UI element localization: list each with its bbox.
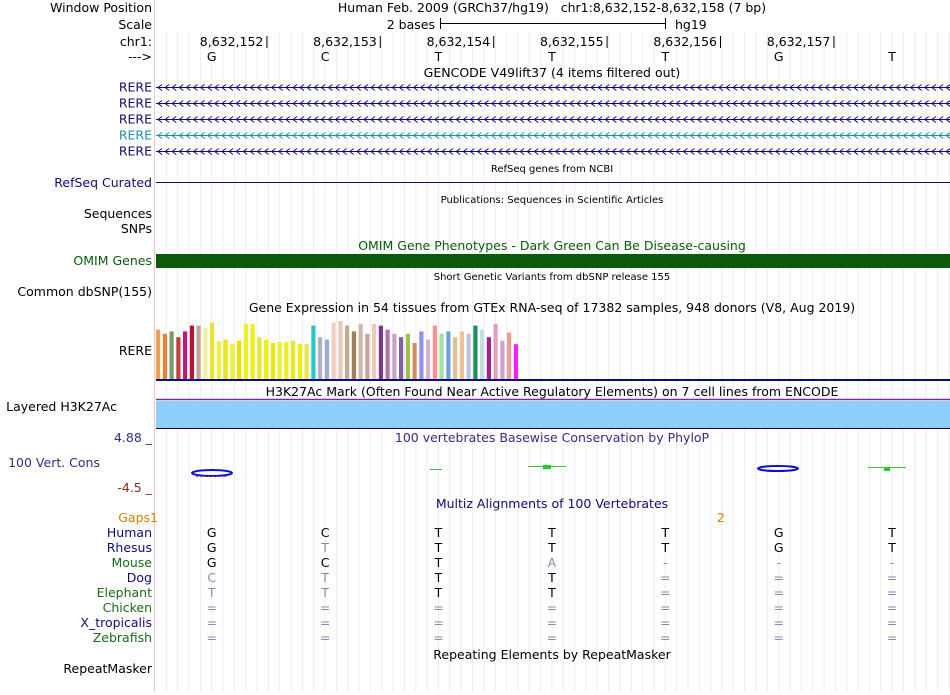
gtex-tissue-bar[interactable] <box>473 326 477 379</box>
species-row[interactable] <box>107 525 896 540</box>
gtex-tissue-bar[interactable] <box>203 328 207 379</box>
alignment-base: T <box>548 540 556 555</box>
gtex-tissue-bar[interactable] <box>494 324 498 379</box>
transcript-label[interactable]: RERE <box>118 79 152 95</box>
alignment-base: = <box>773 630 784 645</box>
alignment-base: = <box>660 570 671 585</box>
species-row[interactable] <box>111 555 894 570</box>
species-label[interactable]: Chicken <box>102 600 152 615</box>
gtex-tissue-bar[interactable] <box>365 334 369 379</box>
alignment-base: C <box>207 570 217 585</box>
species-label[interactable]: X_tropicalis <box>80 615 152 630</box>
species-row[interactable] <box>97 585 898 600</box>
alignment-base: = <box>319 615 331 630</box>
alignment-base: G <box>206 525 217 540</box>
alignment-base: T <box>548 570 556 585</box>
gtex-tissue-bar[interactable] <box>284 342 288 379</box>
gencode-transcript[interactable] <box>119 144 950 159</box>
gtex-tissue-bar[interactable] <box>190 326 194 379</box>
alignment-base: T <box>434 540 443 555</box>
gtex-tissue-bar[interactable] <box>487 337 491 379</box>
h3k27ac-track-label[interactable]: Layered H3K27Ac <box>6 399 117 414</box>
alignment-base: = <box>660 630 671 645</box>
conservation-track-title: 100 vertebrates Basewise Conservation by PhyloP <box>394 430 710 445</box>
gtex-tissue-bar[interactable] <box>318 337 322 379</box>
gencode-transcript[interactable] <box>119 80 950 95</box>
strand-label: ---> <box>127 49 152 64</box>
gtex-tissue-bar[interactable] <box>345 326 349 379</box>
alignment-base: = <box>660 600 671 615</box>
gtex-tissue-bar[interactable] <box>197 326 201 379</box>
alignment-base: T <box>321 585 329 600</box>
gtex-tissue-bar[interactable] <box>413 343 417 379</box>
ruler-position: 8,632,152 <box>199 34 264 49</box>
alignment-base: G <box>206 555 217 570</box>
alignment-base: = <box>433 615 444 630</box>
omim-track-label[interactable]: OMIM Genes <box>73 253 152 268</box>
alignment-base: G <box>206 540 217 555</box>
assembly-title: Human Feb. 2009 (GRCh37/hg19) chr1:8,632,152-8,632,158 (7 bp) <box>337 0 767 15</box>
reference-base: G <box>206 49 217 64</box>
gtex-tissue-bar[interactable] <box>514 344 518 379</box>
gtex-tissue-bar[interactable] <box>210 323 214 379</box>
alignment-base: = <box>660 615 671 630</box>
gtex-track-title: Gene Expression in 54 tissues from GTEx RNA-seq of 17382 samples, 948 donors (V8, Aug 2019) <box>248 300 856 315</box>
alignment-base: G <box>773 540 784 555</box>
transcript-label[interactable]: RERE <box>118 143 152 159</box>
alignment-base: = <box>319 600 331 615</box>
conservation-mark <box>884 467 890 471</box>
alignment-base: T <box>548 525 556 540</box>
alignment-base: T <box>434 585 443 600</box>
gtex-tissue-bar[interactable] <box>278 342 282 379</box>
gtex-tissue-bar[interactable] <box>392 334 396 379</box>
gencode-track[interactable] <box>119 80 950 159</box>
ruler-position: 8,632,154 <box>426 34 491 49</box>
alignment-base: = <box>433 600 444 615</box>
gtex-expression-bars[interactable] <box>156 321 518 379</box>
gtex-tissue-bar[interactable] <box>386 330 390 379</box>
gtex-tissue-bar[interactable] <box>399 337 403 379</box>
gtex-tissue-bar[interactable] <box>359 324 363 379</box>
species-row[interactable] <box>103 600 898 615</box>
alignment-base: T <box>207 585 216 600</box>
alignment-base: = <box>773 615 784 630</box>
alignment-base: T <box>434 570 443 585</box>
conservation-signal[interactable] <box>192 465 906 477</box>
gtex-tissue-bar[interactable] <box>372 324 376 379</box>
gtex-tissue-bar[interactable] <box>217 341 221 379</box>
gtex-tissue-bar[interactable] <box>460 331 464 379</box>
gtex-tissue-bar[interactable] <box>325 340 329 379</box>
gencode-transcript[interactable] <box>119 112 950 127</box>
gtex-tissue-bar[interactable] <box>170 331 174 379</box>
chromosome-label: chr1: <box>119 34 152 49</box>
alignment-base: - <box>889 555 895 570</box>
alignment-base: = <box>773 600 784 615</box>
alignment-base: = <box>773 570 784 585</box>
gencode-transcript[interactable] <box>119 96 950 111</box>
gtex-tissue-bar[interactable] <box>379 326 383 379</box>
species-label[interactable]: Dog <box>126 570 152 585</box>
ruler-position: 8,632,156 <box>653 34 717 49</box>
h3k27ac-track-title: H3K27Ac Mark (Often Found Near Active Regulatory Elements) on 7 cell lines from ENCODE <box>265 384 839 399</box>
scale-bar-text: 2 bases <box>386 17 435 32</box>
conservation-min-label: -4.5 _ <box>117 480 152 495</box>
gtex-tissue-bar[interactable] <box>183 331 187 379</box>
gtex-tissue-bar[interactable] <box>163 334 167 379</box>
publications-track-title: Publications: Sequences in Scientific Articles <box>440 195 664 206</box>
reference-base: T <box>661 49 670 64</box>
multiz-alignment[interactable] <box>80 525 897 645</box>
gtex-tissue-bar[interactable] <box>257 337 261 379</box>
scale-bar <box>440 18 666 29</box>
conservation-max-label: 4.88 _ <box>113 430 152 445</box>
gtex-tissue-bar[interactable] <box>440 334 444 379</box>
gtex-tissue-bar[interactable] <box>264 340 268 379</box>
gtex-tissue-bar[interactable] <box>446 331 450 379</box>
gtex-tissue-bar[interactable] <box>419 331 423 379</box>
alignment-base: T <box>434 525 443 540</box>
alignment-base: = <box>886 585 898 600</box>
species-row[interactable] <box>107 540 897 555</box>
alignment-base: = <box>433 630 444 645</box>
alignment-base: = <box>886 630 898 645</box>
gaps-track-label[interactable]: Gaps1 <box>118 510 158 525</box>
gtex-tissue-bar[interactable] <box>453 337 457 379</box>
dbsnp-track-label[interactable]: Common dbSNP(155) <box>17 284 152 299</box>
base-position-ruler <box>200 34 834 49</box>
reference-base: C <box>320 49 330 64</box>
gtex-tissue-bar[interactable] <box>224 340 228 379</box>
gtex-track-label[interactable]: RERE <box>118 343 152 358</box>
scale-assembly: hg19 <box>675 17 707 32</box>
reference-base: T <box>888 49 896 64</box>
ruler-position: 8,632,153 <box>313 34 377 49</box>
multiz-track-title: Multiz Alignments of 100 Vertebrates <box>435 496 669 511</box>
gtex-tissue-bar[interactable] <box>237 341 241 379</box>
gtex-tissue-bar[interactable] <box>176 337 180 379</box>
alignment-base: G <box>773 525 784 540</box>
alignment-base: = <box>886 570 898 585</box>
species-label[interactable]: Elephant <box>96 585 152 600</box>
gtex-tissue-bar[interactable] <box>507 333 511 379</box>
window-position-label: Window Position <box>50 0 152 15</box>
gtex-tissue-bar[interactable] <box>311 326 315 379</box>
scale-label: Scale <box>118 17 152 32</box>
gaps-count: 2 <box>717 510 725 525</box>
alignment-base: = <box>546 600 558 615</box>
refseq-track-label[interactable]: RefSeq Curated <box>54 175 152 190</box>
alignment-base: = <box>546 630 558 645</box>
reference-base: G <box>773 49 784 64</box>
gtex-tissue-bar[interactable] <box>480 330 484 379</box>
species-label[interactable]: Human <box>106 525 152 540</box>
gtex-tissue-bar[interactable] <box>352 331 356 379</box>
h3k27ac-signal[interactable] <box>156 401 950 428</box>
sequences-track-label[interactable]: Sequences <box>83 206 152 221</box>
repeatmasker-track-title: Repeating Elements by RepeatMasker <box>433 647 671 662</box>
alignment-base: T <box>888 540 896 555</box>
alignment-base: = <box>660 585 671 600</box>
gtex-tissue-bar[interactable] <box>332 323 336 379</box>
alignment-base: = <box>206 630 217 645</box>
ruler-position: 8,632,157 <box>766 34 831 49</box>
alignment-base: A <box>547 555 557 570</box>
alignment-base: T <box>434 555 443 570</box>
gtex-tissue-bar[interactable] <box>305 344 309 379</box>
gtex-tissue-bar[interactable] <box>433 326 437 379</box>
alignment-base: = <box>206 615 217 630</box>
gtex-tissue-bar[interactable] <box>271 343 275 379</box>
alignment-base: = <box>319 630 331 645</box>
gtex-tissue-bar[interactable] <box>230 344 234 379</box>
gencode-transcript[interactable] <box>119 128 950 143</box>
alignment-base: C <box>320 555 330 570</box>
omim-track-title: OMIM Gene Phenotypes - Dark Green Can Be Disease-causing <box>358 238 746 253</box>
alignment-base: = <box>773 585 784 600</box>
gtex-tissue-bar[interactable] <box>406 334 410 379</box>
omim-gene-bar[interactable] <box>156 254 950 268</box>
conservation-track-label[interactable]: 100 Vert. Cons <box>8 455 100 470</box>
gtex-tissue-bar[interactable] <box>426 340 430 379</box>
gtex-tissue-bar[interactable] <box>156 330 160 379</box>
snps-track-label[interactable]: SNPs <box>120 221 152 236</box>
gtex-tissue-bar[interactable] <box>251 324 255 379</box>
alignment-base: = <box>886 600 898 615</box>
refseq-track-title: RefSeq genes from NCBI <box>490 164 614 175</box>
species-label[interactable]: Mouse <box>111 555 152 570</box>
alignment-base: = <box>886 615 898 630</box>
transcript-label[interactable]: RERE <box>118 127 152 143</box>
alignment-base: C <box>320 525 330 540</box>
alignment-base: T <box>321 570 329 585</box>
dbsnp-track-title: Short Genetic Variants from dbSNP release 155 <box>433 272 671 283</box>
transcript-label[interactable]: RERE <box>118 111 152 127</box>
alignment-base: T <box>661 540 670 555</box>
alignment-base: - <box>776 555 781 570</box>
repeatmasker-track-label[interactable]: RepeatMasker <box>63 661 152 676</box>
reference-base: T <box>548 49 556 64</box>
gtex-tissue-bar[interactable] <box>467 334 471 379</box>
ruler-position: 8,632,155 <box>539 34 604 49</box>
species-row[interactable] <box>80 615 897 630</box>
alignment-base: - <box>663 555 668 570</box>
alignment-base: T <box>661 525 670 540</box>
gtex-tissue-bar[interactable] <box>338 321 342 379</box>
gtex-tissue-bar[interactable] <box>244 324 248 379</box>
alignment-base: = <box>546 615 558 630</box>
gencode-track-title: GENCODE V49lift37 (4 items filtered out) <box>423 65 681 80</box>
alignment-base: T <box>321 540 329 555</box>
transcript-label[interactable]: RERE <box>118 95 152 111</box>
alignment-base: T <box>888 525 896 540</box>
alignment-base: T <box>548 585 556 600</box>
conservation-mark <box>758 466 798 471</box>
reference-bases <box>207 49 896 64</box>
gtex-tissue-bar[interactable] <box>291 341 295 379</box>
species-label[interactable]: Zebrafish <box>92 630 152 645</box>
species-label[interactable]: Rhesus <box>106 540 152 555</box>
conservation-mark <box>543 465 551 469</box>
species-row[interactable] <box>127 570 898 585</box>
guide-lines <box>166 32 949 692</box>
gtex-tissue-bar[interactable] <box>298 344 302 379</box>
gtex-tissue-bar[interactable] <box>500 341 504 379</box>
alignment-base: = <box>206 600 217 615</box>
reference-base: T <box>434 49 443 64</box>
